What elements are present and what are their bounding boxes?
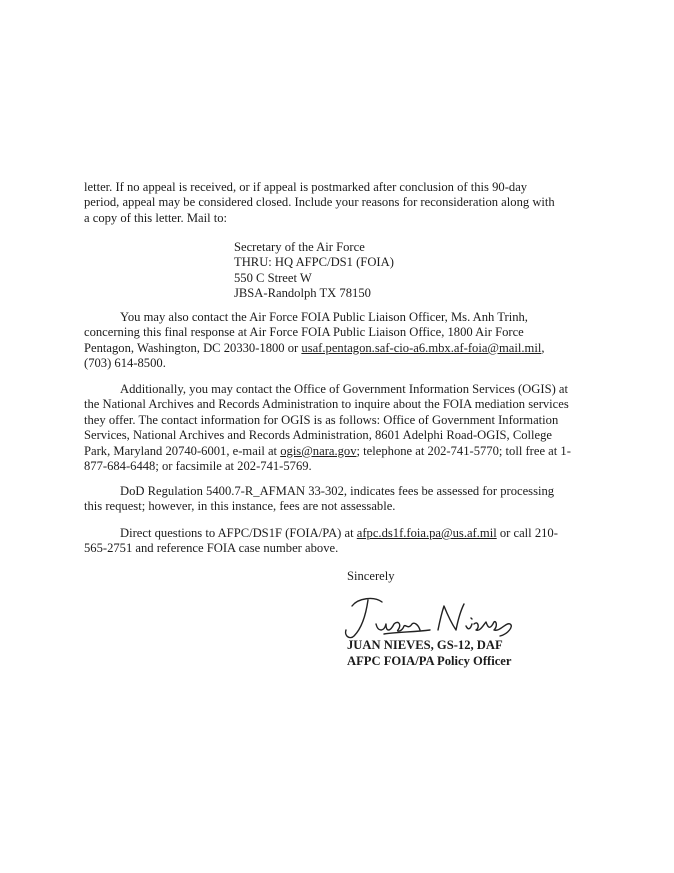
closing-salutation: Sincerely — [347, 569, 395, 583]
address-line-2: THRU: HQ AFPC/DS1 (FOIA) — [234, 255, 394, 270]
liaison-email-link[interactable]: usaf.pentagon.saf-cio-a6.mbx.af-foia@mail.mil — [301, 340, 542, 355]
questions-line-1 — [84, 526, 562, 541]
ogis-line-5-suffix: ; telephone at 202-741-5770; toll free at 1- — [356, 443, 571, 458]
appeal-line-1: letter. If no appeal is received, or if appeal is postmarked after conclusion of this 90-day — [84, 180, 528, 194]
fees-paragraph — [84, 484, 562, 515]
liaison-paragraph — [84, 310, 562, 372]
ogis-line-5-text: Park, Maryland 20740-6001, e-mail at — [84, 443, 281, 458]
ogis-line-4: Services, National Archives and Records Administration, 8601 Adelphi Road-OGIS, College — [84, 428, 552, 443]
liaison-line-3-text: Pentagon, Washington, DC 20330-1800 or — [84, 340, 302, 355]
address-line-3: 550 C Street W — [234, 270, 312, 285]
liaison-line-4: (703) 614-8500. — [84, 356, 166, 371]
signer-title: AFPC FOIA/PA Policy Officer — [347, 654, 512, 668]
questions-line-2: 565-2751 and reference FOIA case number above. — [84, 541, 339, 556]
ogis-line-1: Additionally, you may contact the Office of Government Information Services (OGIS) at — [120, 382, 568, 396]
ogis-line-6: 877-684-6448; or facsimile at 202-741-5769. — [84, 459, 312, 474]
appeal-line-2: period, appeal may be considered closed. Include your reasons for reconsideration along with — [84, 195, 555, 210]
ogis-paragraph — [84, 382, 571, 474]
fees-line-2: this request; however, in this instance, fees are not assessable. — [84, 499, 396, 514]
liaison-line-1: You may also contact the Air Force FOIA Public Liaison Officer, Ms. Anh Trinh, — [120, 310, 528, 324]
handwritten-signature — [338, 590, 518, 642]
ogis-email-link[interactable]: ogis@nara.gov — [280, 443, 357, 458]
questions-line-1-suffix: or call 210- — [496, 526, 558, 540]
signer-name: JUAN NIEVES, GS-12, DAF — [347, 638, 503, 652]
afpc-email-link[interactable]: afpc.ds1f.foia.pa@us.af.mil — [356, 526, 497, 540]
questions-paragraph — [84, 526, 562, 557]
liaison-line-2: concerning this final response at Air Force FOIA Public Liaison Office, 1800 Air Force — [84, 325, 524, 340]
liaison-line-3-suffix: , — [541, 340, 545, 355]
appeal-line-3: a copy of this letter. Mail to: — [84, 210, 228, 225]
mailing-address — [234, 240, 394, 302]
address-line-4: JBSA-Randolph TX 78150 — [234, 286, 371, 301]
ogis-line-5 — [84, 443, 571, 459]
fees-line-1: DoD Regulation 5400.7-R_AFMAN 33-302, indicates fees be assessed for processing — [120, 484, 555, 498]
liaison-line-3 — [84, 341, 562, 356]
ogis-line-3: they offer. The contact information for OGIS is as follows: Office of Government Information — [84, 412, 559, 427]
questions-line-1-text: Direct questions to AFPC/DS1F (FOIA/PA) at — [120, 526, 357, 540]
address-line-1: Secretary of the Air Force — [234, 240, 365, 254]
appeal-paragraph — [84, 180, 562, 226]
ogis-line-2: the National Archives and Records Administration to inquire about the FOIA mediation services — [84, 397, 569, 412]
